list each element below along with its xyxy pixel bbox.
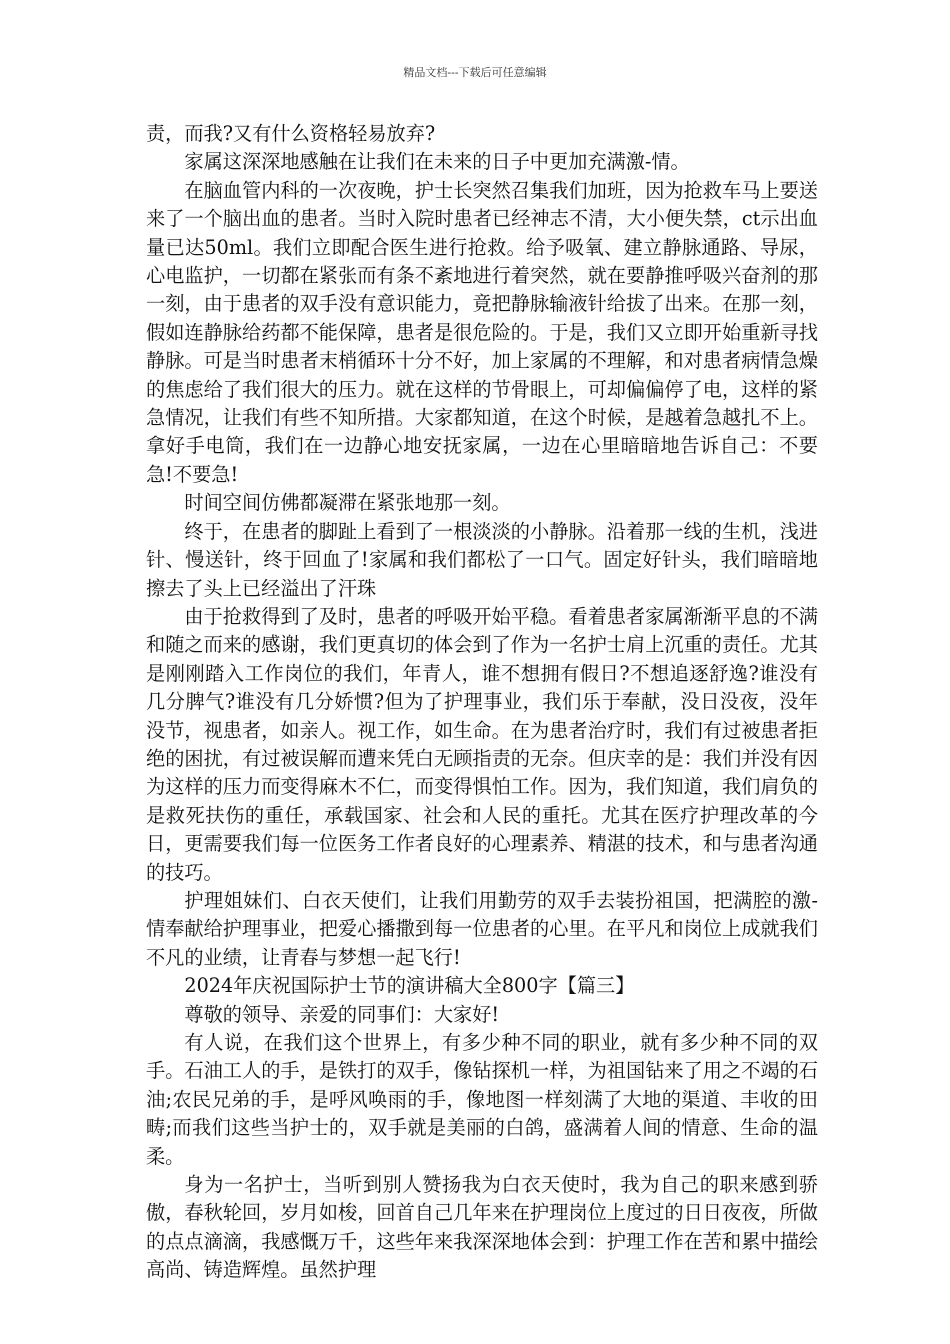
paragraph: 家属这深深地感触在让我们在未来的日子中更加充满激-情。: [184, 150, 690, 174]
paragraph: 时间空间仿佛都凝滞在紧张地那一刻。: [184, 491, 511, 515]
page-header: 精品文档---下载后可任意编辑: [403, 66, 547, 79]
salutation: 尊敬的领导、亲爱的同事们：大家好!: [184, 1002, 500, 1026]
paragraph: 身为一名护士，当听到别人赞扬我为白衣天使时，我为自己的职来感到骄傲，春秋轮回，岁月如梭，回首自己几年来在护理岗位上度过的日日夜夜，所做的点点滴滴，我感慨万千，这些年来我深深地体会到：护理工作在苦和累中描绘高尚、铸造辉煌。虽然护理: [146, 1173, 818, 1282]
document-body: [146, 120, 818, 1285]
paragraph: 在脑血管内科的一次夜晚，护士长突然召集我们加班，因为抢救车马上要送来了一个脑出血的患者。当时入院时患者已经神志不清，大小便失禁，ct示出血量已达50ml。我们立即配合医生进行抢救。给予吸氧、建立静脉通路、导尿，心电监护，一切都在紧张而有条不紊地进行着突然，就在要静推呼吸兴奋剂的那一刻，由于患者的双手没有意识能力，竟把静脉输液针给拔了出来。在那一刻，假如连静脉给药都不能保障，患者是很危险的。于是，我们又立即开始重新寻找静脉。可是当时患者末梢循环十分不好，加上家属的不理解，和对患者病情急燥的焦虑给了我们很大的压力。就在这样的节骨眼上，可却偏偏停了电，这样的紧急情况，让我们有些不知所措。大家都知道，在这个时候，是越着急越扎不上。拿好手电筒，我们在一边静心地安抚家属，一边在心里暗暗地告诉自己：不要急!不要急!: [146, 178, 818, 486]
paragraph: 有人说，在我们这个世界上，有多少种不同的职业，就有多少种不同的双手。石油工人的手，是铁打的双手，像钻探机一样，为祖国钻来了用之不竭的石油;农民兄弟的手，是呼风唤雨的手，像地图一样刻满了大地的渠道、丰收的田畴;而我们这些当护士的，双手就是美丽的白鸽，盛满着人间的情意、生命的温柔。: [146, 1031, 818, 1168]
paragraph: 责，而我?又有什么资格轻易放弃?: [146, 122, 436, 145]
section-title: 2024年庆祝国际护士节的演讲稿大全800字【篇三】: [184, 974, 635, 998]
paragraph: 终于，在患者的脚趾上看到了一根淡淡的小静脉。沿着那一线的生机，浅进针、慢送针，终于回血了!家属和我们都松了一口气。固定好针头，我们暗暗地擦去了头上已经溢出了汗珠: [146, 519, 818, 600]
paragraph: 护理姐妹们、白衣天使们，让我们用勤劳的双手去装扮祖国，把满腔的激-情奉献给护理事业，把爱心播撒到每一位患者的心里。在平凡和岗位上成就我们不凡的业绩，让青春与梦想一起飞行!: [146, 888, 818, 969]
paragraph: 由于抢救得到了及时，患者的呼吸开始平稳。看着患者家属渐渐平息的不满和随之而来的感谢，我们更真切的体会到了作为一名护士肩上沉重的责任。尤其是刚刚踏入工作岗位的我们，年青人，谁不想拥有假日?不想追逐舒逸?谁没有几分脾气?谁没有几分娇惯?但为了护理事业，我们乐于奉献，没日没夜，没年没节，视患者，如亲人。视工作，如生命。在为患者治疗时，我们有过被患者拒绝的困扰，有过被误解而遭来凭白无顾指责的无奈。但庆幸的是：我们并没有因为这样的压力而变得麻木不仁，而变得惧怕工作。因为，我们知道，我们肩负的是救死扶伤的重任，承载国家、社会和人民的重托。尤其在医疗护理改革的今日，更需要我们每一位医务工作者良好的心理素养、精湛的技术，和与患者沟通的技巧。: [146, 604, 818, 884]
